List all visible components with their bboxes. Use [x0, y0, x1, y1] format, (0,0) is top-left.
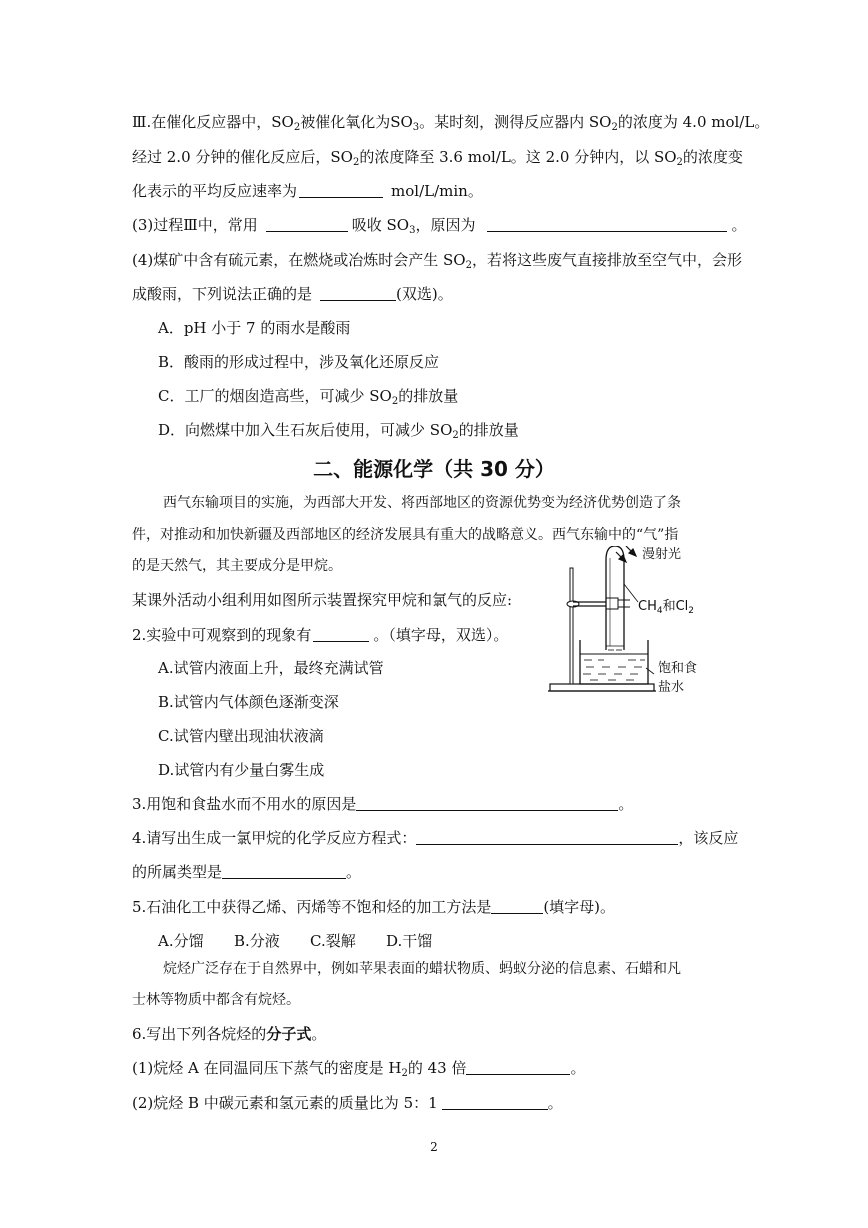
intro-line3: 的是天然气，其主要成分是甲烷。 [132, 558, 342, 574]
answer-blank[interactable] [299, 183, 383, 198]
q5-options: A.分馏 B.分液 C.裂解 D.干馏 [158, 932, 433, 950]
q2-option-b: B.试管内气体颜色逐渐变深 [158, 693, 339, 711]
q5-stem: 5.石油化工中获得乙烯、丙烯等不饱和烃的加工方法是 (填字母)。 [132, 898, 616, 916]
answer-blank[interactable] [266, 217, 348, 232]
answer-blank[interactable] [442, 1095, 548, 1110]
label-gas: $CH_4$和$Cl_2$ [638, 599, 695, 616]
answer-blank[interactable] [222, 864, 346, 879]
q6-part2: (2)烷烃 B 中碳元素和氢元素的质量比为 5：1 。 [132, 1094, 563, 1112]
label-light: 漫射光 [642, 547, 682, 562]
answer-blank[interactable] [416, 830, 678, 845]
section-title: 二、能源化学（共 30 分） [313, 457, 555, 481]
option-a: A．pH 小于 7 的雨水是酸雨 [158, 319, 351, 337]
label-brine-1: 饱和食 [658, 661, 698, 676]
answer-blank[interactable] [356, 796, 618, 811]
answer-blank[interactable] [320, 286, 396, 301]
stand-rod [570, 568, 573, 684]
q6-part1: (1)烷烃 A 在同温同压下蒸气的密度是 $H_2$的 43 倍 。 [132, 1059, 586, 1079]
q2-option-d: D.试管内有少量白雾生成 [158, 761, 325, 779]
answer-blank[interactable] [487, 217, 727, 232]
q4-line1: 4.请写出生成一氯甲烷的化学反应方程式： ，该反应 [132, 829, 739, 847]
q3-sub4-line2: 成酸雨，下列说法正确的是 (双选)。 [132, 285, 453, 303]
q4-line2: 的所属类型是 。 [132, 863, 362, 881]
q2-option-c: C.试管内壁出现油状液滴 [158, 727, 324, 745]
q2-option-a: A.试管内液面上升，最终充满试管 [158, 659, 384, 677]
q3-part3-line3: 化表示的平均反应速率为 mol/L/min。 [132, 182, 483, 200]
intro-line2: 件，对推动和加快新疆及西部地区的经济发展具有重大的战略意义。西气东输中的“气”指 [132, 527, 679, 543]
q3-stem: 3.用饱和食盐水而不用水的原因是 。 [132, 795, 634, 813]
q6-stem: 6.写出下列各烷烃的分子式。 [132, 1025, 327, 1043]
intro-line1: 西气东输项目的实施，为西部大开发、将西部地区的资源优势变为经济优势创造了条 [163, 495, 681, 511]
option-c: C．工厂的烟囱造高些，可减少 $SO_2$的排放量 [158, 387, 459, 407]
q3-sub4-line1: (4)煤矿中含有硫元素，在燃烧或冶炼时会产生 $SO_2$，若将这些废气直接排放至空气中，会形 [132, 251, 742, 271]
alkane-intro-line1: 烷烃广泛存在于自然界中，例如苹果表面的蜡状物质、蚂蚁分泌的信息素、石蜡和凡 [163, 961, 681, 977]
stand-base [550, 684, 654, 691]
light-arrows [616, 546, 636, 562]
answer-blank[interactable] [313, 627, 369, 642]
q3-part3-line2: 经过 2.0 分钟的催化反应后，$SO_2$的浓度降至 3.6 mol/L。这 2.0 分钟内，以 $SO_2$的浓度变 [132, 148, 743, 168]
option-d: D．向燃煤中加入生石灰后使用，可减少 $SO_2$的排放量 [158, 421, 519, 441]
q3-sub3: (3)过程Ⅲ中，常用 吸收 $SO_3$，原因为 。 [132, 216, 747, 236]
page-number: 2 [430, 1140, 438, 1154]
activity-line: 某课外活动小组利用如图所示装置探究甲烷和氯气的反应: [132, 591, 513, 609]
answer-blank[interactable] [491, 899, 543, 914]
option-b: B．酸雨的形成过程中，涉及氧化还原反应 [158, 353, 440, 371]
label-brine-2: 盐水 [658, 680, 685, 695]
apparatus-diagram [546, 546, 736, 698]
answer-blank[interactable] [466, 1060, 570, 1075]
beaker [580, 640, 648, 684]
alkane-intro-line2: 士林等物质中都含有烷烃。 [132, 992, 300, 1008]
q2-stem: 2.实验中可观察到的现象有 。（填字母，双选）。 [132, 626, 509, 644]
q3-part3-line1: Ⅲ.在催化反应器中，$SO_2$被催化氧化为$SO_3$。某时刻，测得反应器内 $SO_2$的浓度为 4.0 mol/L。 [132, 113, 770, 133]
